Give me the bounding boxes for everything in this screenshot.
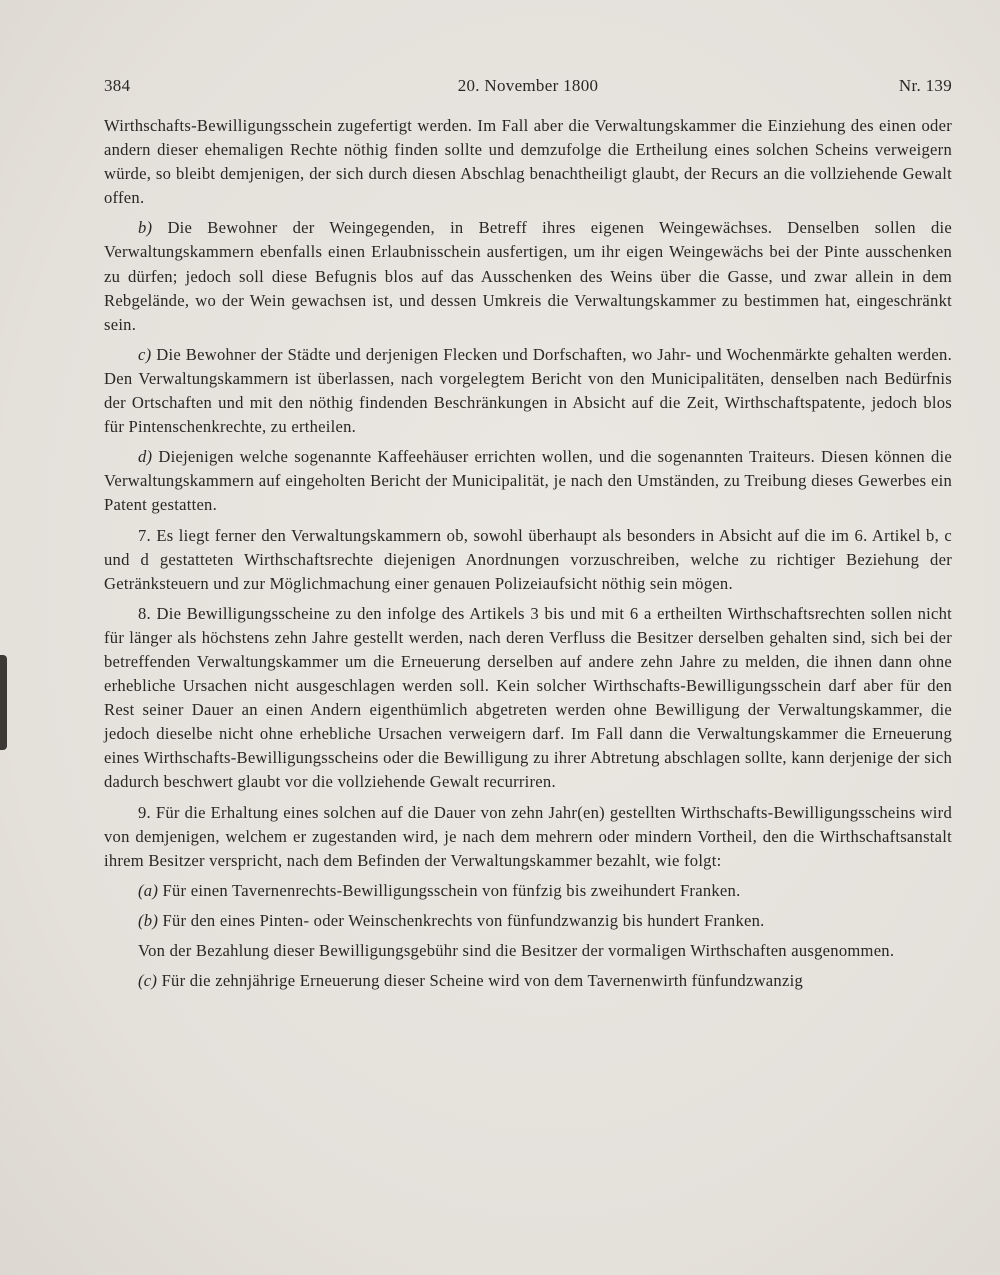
binding-edge-mark	[0, 655, 7, 750]
fee-item-a	[104, 879, 952, 903]
fee-exemption	[104, 939, 952, 963]
paragraph-text: 9. Für die Erhaltung eines solchen auf die Dauer von zehn Jahr(en) gestellten Wirthschafts-Bewilligungsscheins wird von demjenigen, welchem er zugestanden wird, je nach dem mehrern oder mindern Vortheil, den die Wirthschaftsanstalt ihrem Besitzer verspricht, nach dem Befinden der Verwaltungskammer bezahlt, wie folgt:	[104, 802, 952, 870]
article-9	[104, 801, 952, 873]
fee-item-b	[104, 909, 952, 933]
paragraph-text: Die Bewohner der Weingegenden, in Betreff ihres eigenen Weingewächses. Denselben sollen die Verwaltungskammern ebenfalls einen Erlaubnisschein ausfertigen, um ihr eigen Weingewächs bei der Pinte ausschenken zu dürfen; jedoch soll diese Befugnis blos auf das Ausschenken des Weins über die Gasse, und zwar allein in dem Rebgelände, wo der Wein gewachsen ist, und dessen Umkreis die Verwaltungskammer zu bestimmen hat, eingeschränkt sein.	[104, 218, 952, 334]
article-7	[104, 524, 952, 596]
paragraph-d	[104, 445, 952, 517]
list-marker: (c)	[138, 971, 158, 991]
fee-item-c	[104, 969, 952, 993]
page-number: 384	[104, 76, 131, 95]
paragraph-text: Für einen Tavernenrechts-Bewilligungsschein von fünfzig bis zweihundert Franken.	[162, 880, 741, 900]
paragraph-b	[104, 216, 952, 336]
list-marker: c)	[138, 344, 152, 364]
paragraph-text: Die Bewohner der Städte und derjenigen Flecken und Dorfschaften, wo Jahr- und Wochenmärkte gehalten werden. Den Verwaltungskammern ist überlassen, nach vorgelegtem Bericht von den Municipalitäten, denselben nach Bedürfnis der Ortschaften und mit den nöthig findenden Beschränkungen in Absicht auf die Zeit, Wirthschaftspatente, jedoch blos für Pintenschenkrechte, zu ertheilen.	[104, 344, 952, 437]
paragraph-text: 7. Es liegt ferner den Verwaltungskammern ob, sowohl überhaupt als besonders in Absicht auf die im 6. Artikel b, c und d gestatteten Wirthschaftsrechte diejenigen Anordnungen vorzuschreiben, welche zu richtiger Beziehung der Getränksteuern und zur Möglichmachung einer genauen Polizeiaufsicht nöthig sein mögen.	[104, 525, 952, 593]
list-marker: (a)	[138, 880, 159, 900]
paragraph-text: Wirthschafts-Bewilligungsschein zugefertigt werden. Im Fall aber die Verwaltungskammer die Einziehung des einen oder andern dieser ehemaligen Rechte nöthig finden sollte und demzufolge die Ertheilung eines solchen Scheins verweigern würde, so bleibt demjenigen, der sich durch diesen Abschlag benachtheiligt glaubt, der Recurs an die vollziehende Gewalt offen.	[104, 116, 952, 208]
list-marker: d)	[138, 447, 153, 467]
list-marker: b)	[138, 218, 153, 238]
paragraph-c	[104, 343, 952, 439]
paragraph-text: 8. Die Bewilligungsscheine zu den infolge des Artikels 3 bis und mit 6 a ertheilten Wirthschaftsrechten sollen nicht für länger als höchstens zehn Jahre gestellt werden, nach deren Verfluss die Besitzer derselben gehalten sind, sich bei der betreffenden Verwaltungskammer um die Erneuerung derselben auf andere zehn Jahre zu melden, die ihnen dann ohne erhebliche Ursachen nicht ausgeschlagen werden soll. Kein solcher Wirthschafts-Bewilligungsschein darf aber für den Rest seiner Dauer an einen Andern eigenthümlich abgetreten werden ohne Bewilligung der Verwaltungskammer, die jedoch dieselbe nicht ohne erhebliche Ursachen verweigern darf. Im Fall dann die Verwaltungskammer die Erneuerung eines Wirthschafts-Bewilligungsscheins oder die Bewilligung zu ihrer Abtretung abschlagen sollte, kann derjenige der sich dadurch beschwert glaubt vor die vollziehende Gewalt recurriren.	[104, 603, 952, 792]
list-marker: (b)	[138, 910, 159, 930]
article-8	[104, 602, 952, 795]
paragraph-text: Von der Bezahlung dieser Bewilligungsgebühr sind die Besitzer der vormaligen Wirthschaften ausgenommen.	[138, 941, 895, 960]
header-date: 20. November 1800	[457, 76, 599, 95]
page-header	[104, 76, 952, 100]
paragraph-text: Für die zehnjährige Erneuerung dieser Scheine wird von dem Tavernenwirth fünfundzwanzig	[161, 971, 803, 991]
paragraph-continuation	[104, 114, 952, 210]
document-number: Nr. 139	[898, 76, 952, 95]
paragraph-text: Für den eines Pinten- oder Weinschenkrechts von fünfundzwanzig bis hundert Franken.	[162, 910, 765, 930]
body-text	[104, 114, 952, 999]
paragraph-text: Diejenigen welche sogenannte Kaffeehäuser errichten wollen, und die sogenannten Traiteurs. Diesen können die Verwaltungskammern auf eingeholten Bericht der Municipalität, je nach den Umständen, zu Treibung dieses Gewerbes ein Patent gestatten.	[104, 447, 952, 515]
